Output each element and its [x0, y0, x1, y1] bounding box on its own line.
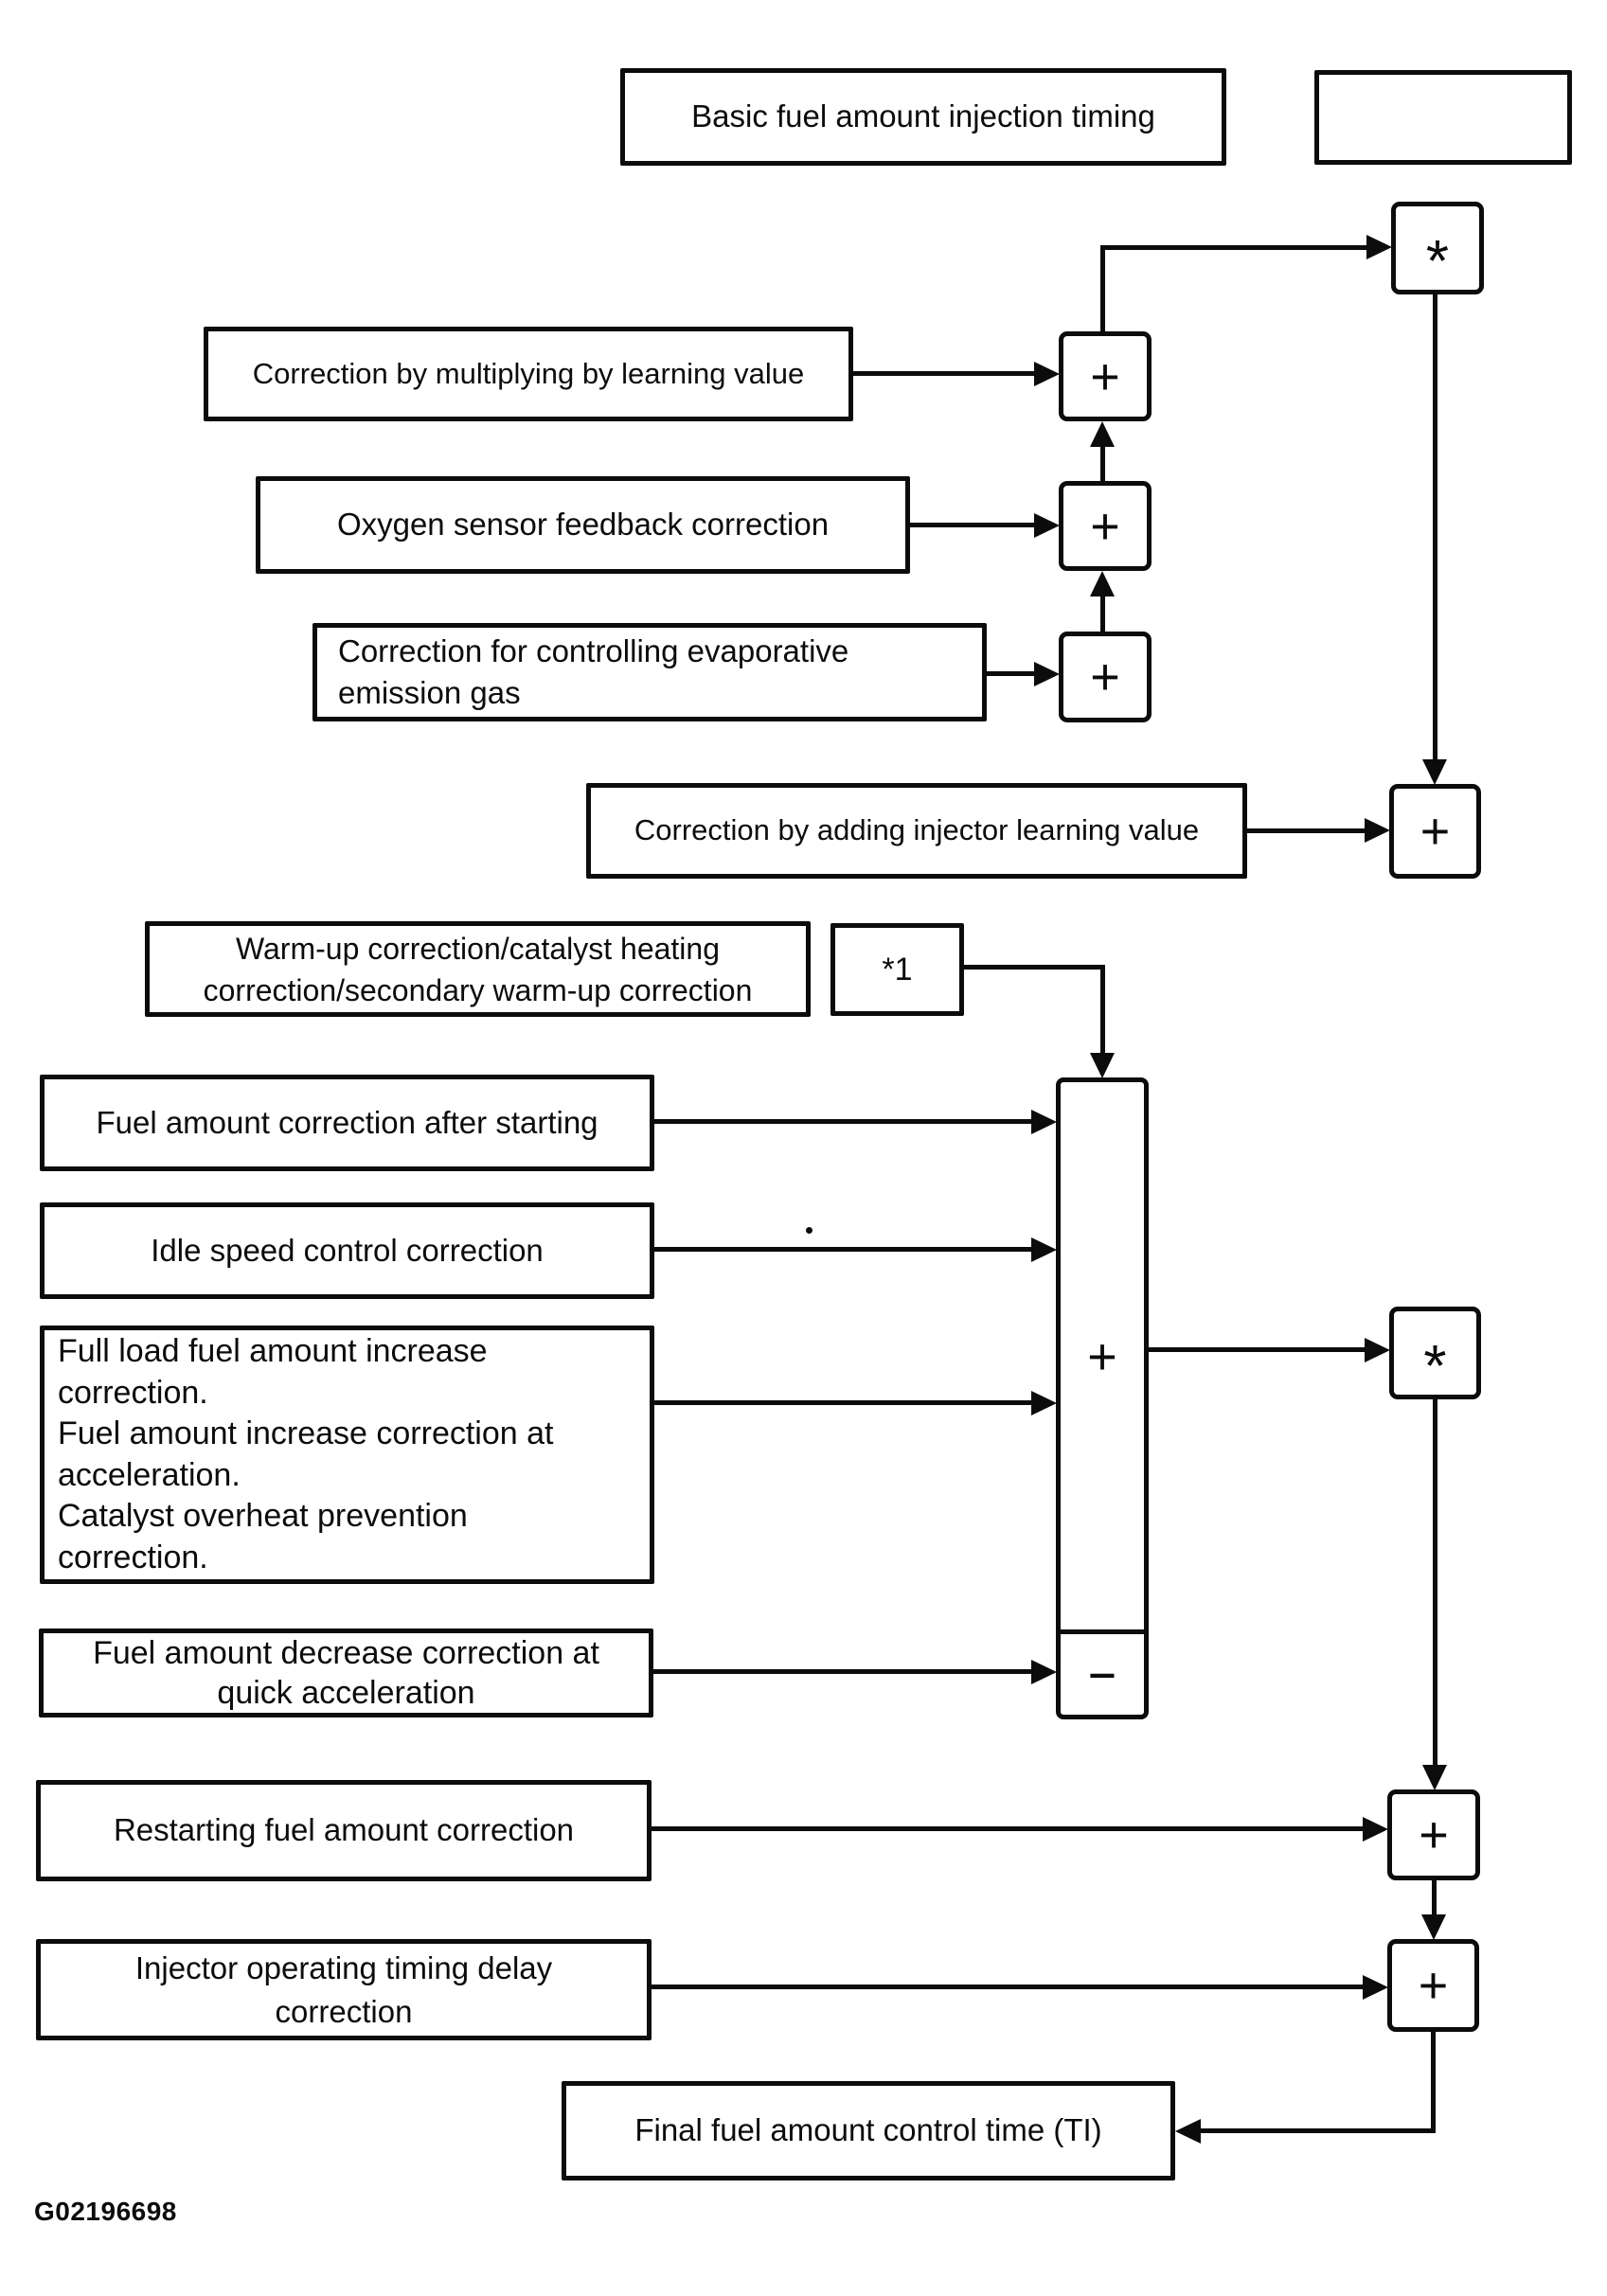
box-evaporative-emission-correction: [312, 623, 987, 721]
multiply-symbol: *: [1425, 229, 1450, 294]
arrowhead-right: [1366, 235, 1392, 259]
arrow-line: [654, 1119, 1031, 1124]
box-correction-multiplying-learning-value: Correction by multiplying by learning value: [204, 327, 853, 421]
box-basic-fuel-amount-injection-timing: Basic fuel amount injection timing: [620, 68, 1226, 166]
arrowhead-down: [1090, 1053, 1115, 1078]
arrow-line: [652, 1985, 1363, 1989]
operator-add-oxygen: [1059, 481, 1152, 571]
arrow-line: [1433, 1399, 1437, 1765]
arrowhead-right: [1031, 1110, 1057, 1134]
figure-id-caption: G02196698: [34, 2197, 177, 2226]
box-blank: [1314, 70, 1572, 165]
operator-add-learning: [1059, 331, 1152, 421]
arrow-line: [1100, 965, 1105, 1053]
arrow-line: [1100, 245, 1366, 250]
plus-symbol: +: [1090, 649, 1120, 705]
arrowhead-up: [1090, 421, 1115, 447]
arrow-line: [910, 523, 1034, 527]
box-warm-up-correction: [145, 921, 811, 1017]
box-fuel-amount-correction-after-starting: Fuel amount correction after starting: [40, 1075, 654, 1171]
arrowhead-left: [1175, 2119, 1201, 2144]
text-line: Warm-up correction/catalyst heating: [235, 931, 720, 966]
multiply-symbol: *: [1423, 1334, 1447, 1399]
arrow-line: [1432, 1880, 1437, 1914]
arrow-line: [1431, 2032, 1436, 2133]
minus-symbol: -: [1085, 1644, 1119, 1700]
operator-add-injector-delay: [1387, 1939, 1479, 2032]
arrowhead-right: [1034, 513, 1060, 538]
ink-speck: [806, 1227, 812, 1234]
box-correction-adding-injector-learning-value: Correction by adding injector learning value: [586, 783, 1247, 879]
sum-block-divider: [1060, 1629, 1145, 1634]
operator-add-evaporative: [1059, 632, 1152, 722]
arrowhead-right: [1034, 662, 1060, 686]
arrowhead-right: [1034, 362, 1060, 386]
arrow-line: [853, 371, 1034, 376]
arrow-line: [1247, 828, 1365, 833]
text-line: quick acceleration: [217, 1675, 475, 1711]
plus-symbol: +: [1090, 497, 1120, 555]
arrowhead-right: [1365, 1338, 1390, 1362]
arrowhead-right: [1365, 818, 1390, 843]
box-final-fuel-amount-control-time: Final fuel amount control time (TI): [562, 2081, 1175, 2180]
text-line: Fuel amount increase correction at: [58, 1415, 554, 1451]
operator-add-restarting: [1387, 1789, 1480, 1880]
plus-symbol: +: [1419, 1807, 1449, 1863]
plus-symbol: +: [1090, 347, 1120, 405]
arrowhead-right: [1031, 1237, 1057, 1262]
arrow-line: [652, 1826, 1363, 1831]
box-note-star1: *1: [830, 923, 964, 1016]
box-injector-operating-timing-delay-correction: [36, 1939, 652, 2040]
box-restarting-fuel-amount-correction: Restarting fuel amount correction: [36, 1780, 652, 1881]
operator-sum-block: [1056, 1077, 1149, 1719]
arrow-line: [964, 965, 1105, 970]
operator-multiply-top: [1391, 202, 1484, 294]
arrow-line: [1149, 1347, 1365, 1352]
text-line: Catalyst overheat prevention: [58, 1498, 468, 1534]
box-fuel-amount-decrease-quick-acceleration: [39, 1629, 653, 1718]
text-line: correction: [275, 1993, 413, 2029]
operator-add-injector-learning: [1389, 784, 1481, 879]
box-full-load-increase-corrections: [40, 1326, 654, 1584]
arrowhead-right: [1031, 1660, 1057, 1684]
arrowhead-down: [1422, 759, 1447, 785]
text-line: emission gas: [338, 675, 521, 710]
arrowhead-right: [1031, 1391, 1057, 1415]
arrow-line: [653, 1669, 1031, 1674]
text-line: correction.: [58, 1374, 208, 1411]
arrow-line: [1100, 445, 1105, 481]
arrow-line: [1100, 247, 1105, 331]
plus-symbol: +: [1420, 803, 1451, 860]
text-line: Injector operating timing delay: [134, 1949, 553, 1985]
arrowhead-up: [1090, 571, 1115, 596]
arrow-line: [654, 1400, 1031, 1405]
arrowhead-down: [1422, 1765, 1447, 1790]
text-line: Fuel amount decrease correction at: [93, 1635, 599, 1671]
text-line: Correction for controlling evaporative: [338, 633, 849, 668]
text-line: correction/secondary warm-up correction: [203, 972, 753, 1007]
box-idle-speed-control-correction: Idle speed control correction: [40, 1202, 654, 1299]
plus-symbol: +: [1087, 1328, 1117, 1385]
arrow-line: [1433, 294, 1437, 759]
text-line: acceleration.: [58, 1456, 241, 1493]
text-line: correction.: [58, 1539, 208, 1575]
plus-symbol: +: [1418, 1957, 1449, 2014]
box-oxygen-sensor-feedback-correction: Oxygen sensor feedback correction: [256, 476, 910, 574]
arrowhead-right: [1363, 1975, 1388, 2000]
text-line: Full load fuel amount increase: [58, 1333, 488, 1369]
operator-multiply-mid: [1389, 1307, 1481, 1399]
arrowhead-right: [1363, 1817, 1388, 1842]
arrowhead-down: [1421, 1914, 1446, 1940]
arrow-line: [987, 671, 1034, 676]
arrow-line: [1200, 2128, 1436, 2133]
arrow-line: [654, 1247, 1031, 1252]
arrow-line: [1100, 595, 1105, 632]
